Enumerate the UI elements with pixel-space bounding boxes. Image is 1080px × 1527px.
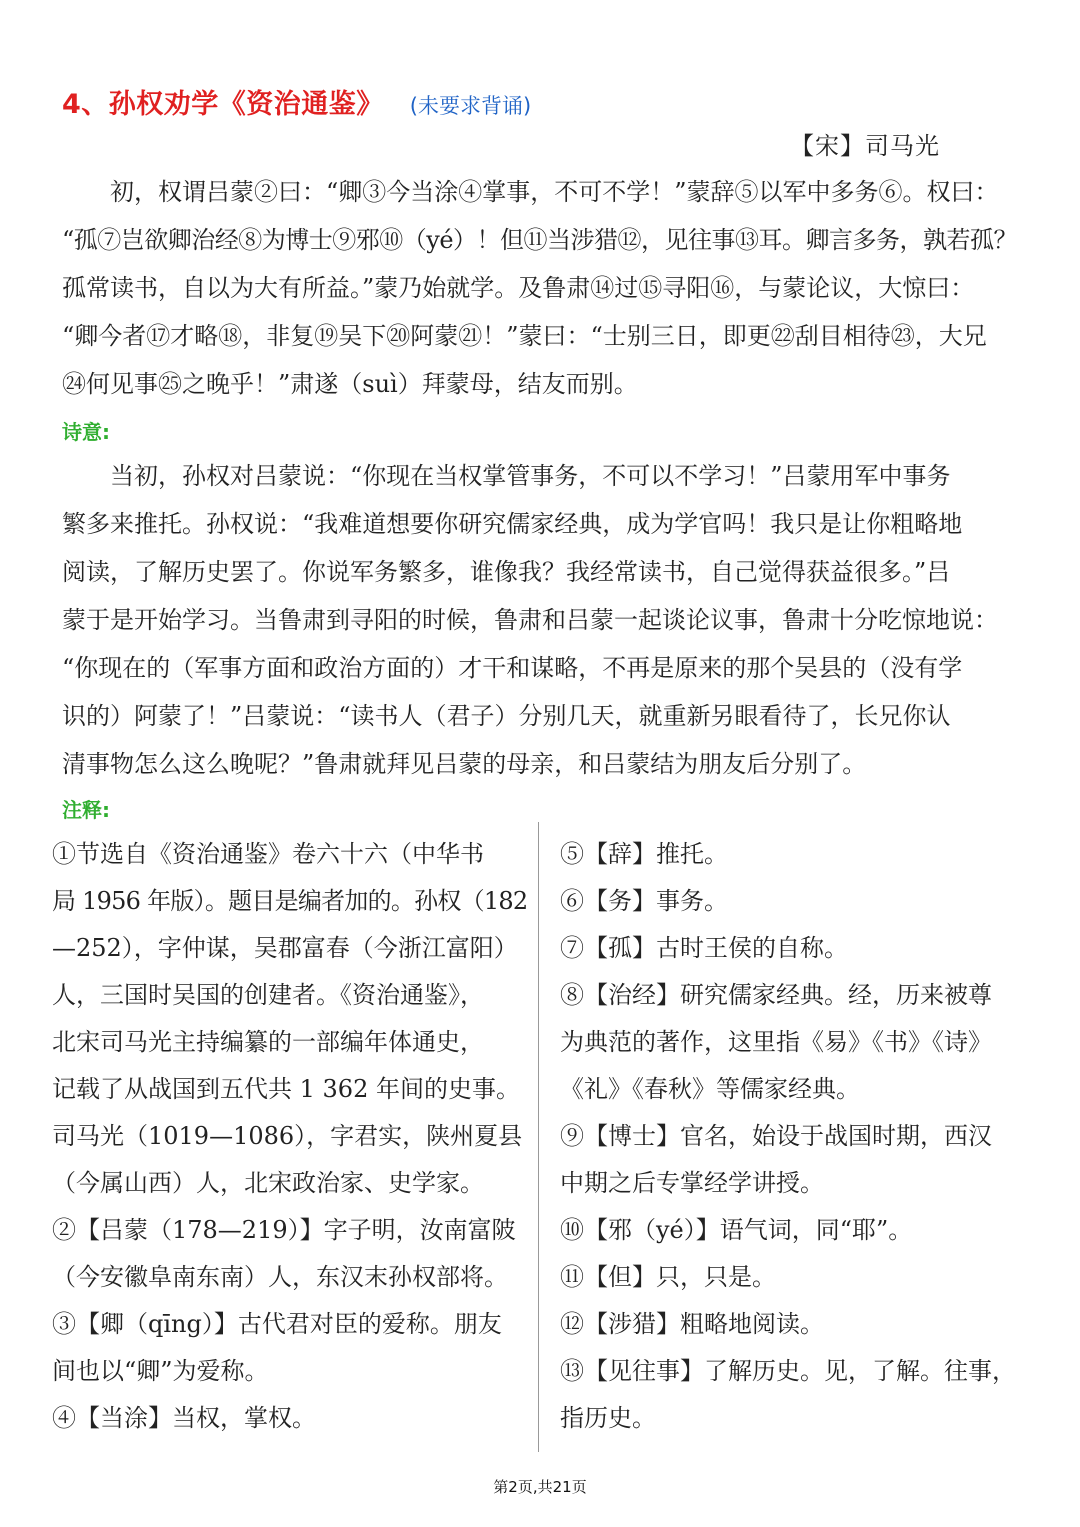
original-line: 初，权谓吕蒙②曰：“卿③今当涂④掌事，不可不学！”蒙辞⑤以军中多务⑥。权曰：	[110, 178, 999, 206]
note-line: 人，三国时吴国的创建者。《资治通鉴》，	[52, 981, 484, 1009]
title-note: (未要求背诵)	[409, 94, 532, 118]
note-line: 记载了从战国到五代共 1 362 年间的史事。	[52, 1075, 520, 1103]
translation-line: 蒙于是开始学习。当鲁肃到寻阳的时候，鲁肃和吕蒙一起谈论议事，鲁肃十分吃惊地说：	[62, 606, 998, 634]
original-line: “孤⑦岂欲卿治经⑧为博士⑨邪⑩（yé）！但⑪当涉猎⑫，见往事⑬耳。卿言多务，孰若孤？	[62, 226, 1018, 254]
column-divider	[538, 822, 539, 1452]
translation-line: 阅读，了解历史罢了。你说军务繁多，谁像我？我经常读书，自己觉得获益很多。”吕	[62, 558, 951, 586]
translation-line: 当初，孙权对吕蒙说：“你现在当权掌管事务，不可以不学习！”吕蒙用军中事务	[110, 462, 951, 490]
note-line: ⑬【见往事】了解历史。见，了解。往事，	[560, 1357, 1016, 1385]
original-line: “卿今者⑰才略⑱，非复⑲吴下⑳阿蒙㉑！”蒙曰：“士别三日，即更㉒刮目相待㉓，大兄	[62, 322, 987, 350]
page-number: 第2页,共21页	[493, 1478, 587, 1496]
note-line: ④【当涂】当权，掌权。	[52, 1404, 316, 1432]
note-line: ⑩【邪（yé）】语气词，同“耶”。	[560, 1216, 913, 1244]
note-line: 司马光（1019—1086），字君实，陕州夏县	[52, 1122, 523, 1150]
note-line: （今属山西）人，北宋政治家、史学家。	[52, 1169, 484, 1197]
note-line: ⑫【涉猎】粗略地阅读。	[560, 1310, 824, 1338]
note-line: ①节选自《资治通鉴》卷六十六（中华书	[52, 840, 484, 868]
note-line: 间也以“卿”为爱称。	[52, 1357, 269, 1385]
translation-line: 识的）阿蒙了！”吕蒙说：“读书人（君子）分别几天，就重新另眼看待了，长兄你认	[62, 702, 951, 730]
note-line: 中期之后专掌经学讲授。	[560, 1169, 824, 1197]
note-line: ⑧【治经】研究儒家经典。经，历来被尊	[560, 981, 992, 1009]
note-line: —252），字仲谋，吴郡富春（今浙江富阳）	[52, 934, 518, 962]
note-line: ⑥【务】事务。	[560, 887, 728, 915]
original-line: ㉔何见事㉕之晚乎！”肃遂（suì）拜蒙母，结友而别。	[62, 370, 638, 398]
note-line: 北宋司马光主持编纂的一部编年体通史，	[52, 1028, 484, 1056]
translation-line: 清事物怎么这么晚呢？”鲁肃就拜见吕蒙的母亲，和吕蒙结为朋友后分别了。	[62, 750, 867, 778]
notes-label: 注释:	[62, 798, 110, 822]
note-line: ③【卿（qīng）】古代君对臣的爱称。朋友	[52, 1310, 502, 1338]
note-line: （今安徽阜南东南）人，东汉末孙权部将。	[52, 1263, 508, 1291]
note-line: 为典范的著作，这里指《易》《书》《诗》	[560, 1028, 992, 1056]
note-line: 局 1956 年版）。题目是编者加的。孙权（182	[52, 887, 528, 915]
lesson-title	[62, 82, 531, 121]
note-line: ②【吕蒙（178—219）】字子明，汝南富陂	[52, 1216, 516, 1244]
note-line: 《礼》《春秋》等儒家经典。	[560, 1075, 860, 1103]
note-line: ⑨【博士】官名，始设于战国时期，西汉	[560, 1122, 992, 1150]
note-line: ⑪【但】只，只是。	[560, 1263, 776, 1291]
note-line: ⑤【辞】推托。	[560, 840, 728, 868]
author-line: 【宋】司马光	[790, 132, 940, 160]
title-main: 4、孙权劝学《资治通鉴》	[62, 89, 384, 120]
note-line: 指历史。	[560, 1404, 656, 1432]
original-line: 孤常读书，自以为大有所益。”蒙乃始就学。及鲁肃⑭过⑮寻阳⑯，与蒙论议，大惊曰：	[62, 274, 975, 302]
translation-line: “你现在的（军事方面和政治方面的）才干和谋略，不再是原来的那个吴县的（没有学	[62, 654, 963, 682]
note-line: ⑦【孤】古时王侯的自称。	[560, 934, 848, 962]
translation-line: 繁多来推托。孙权说：“我难道想要你研究儒家经典，成为学官吗！我只是让你粗略地	[62, 510, 963, 538]
translation-label: 诗意:	[62, 420, 110, 444]
